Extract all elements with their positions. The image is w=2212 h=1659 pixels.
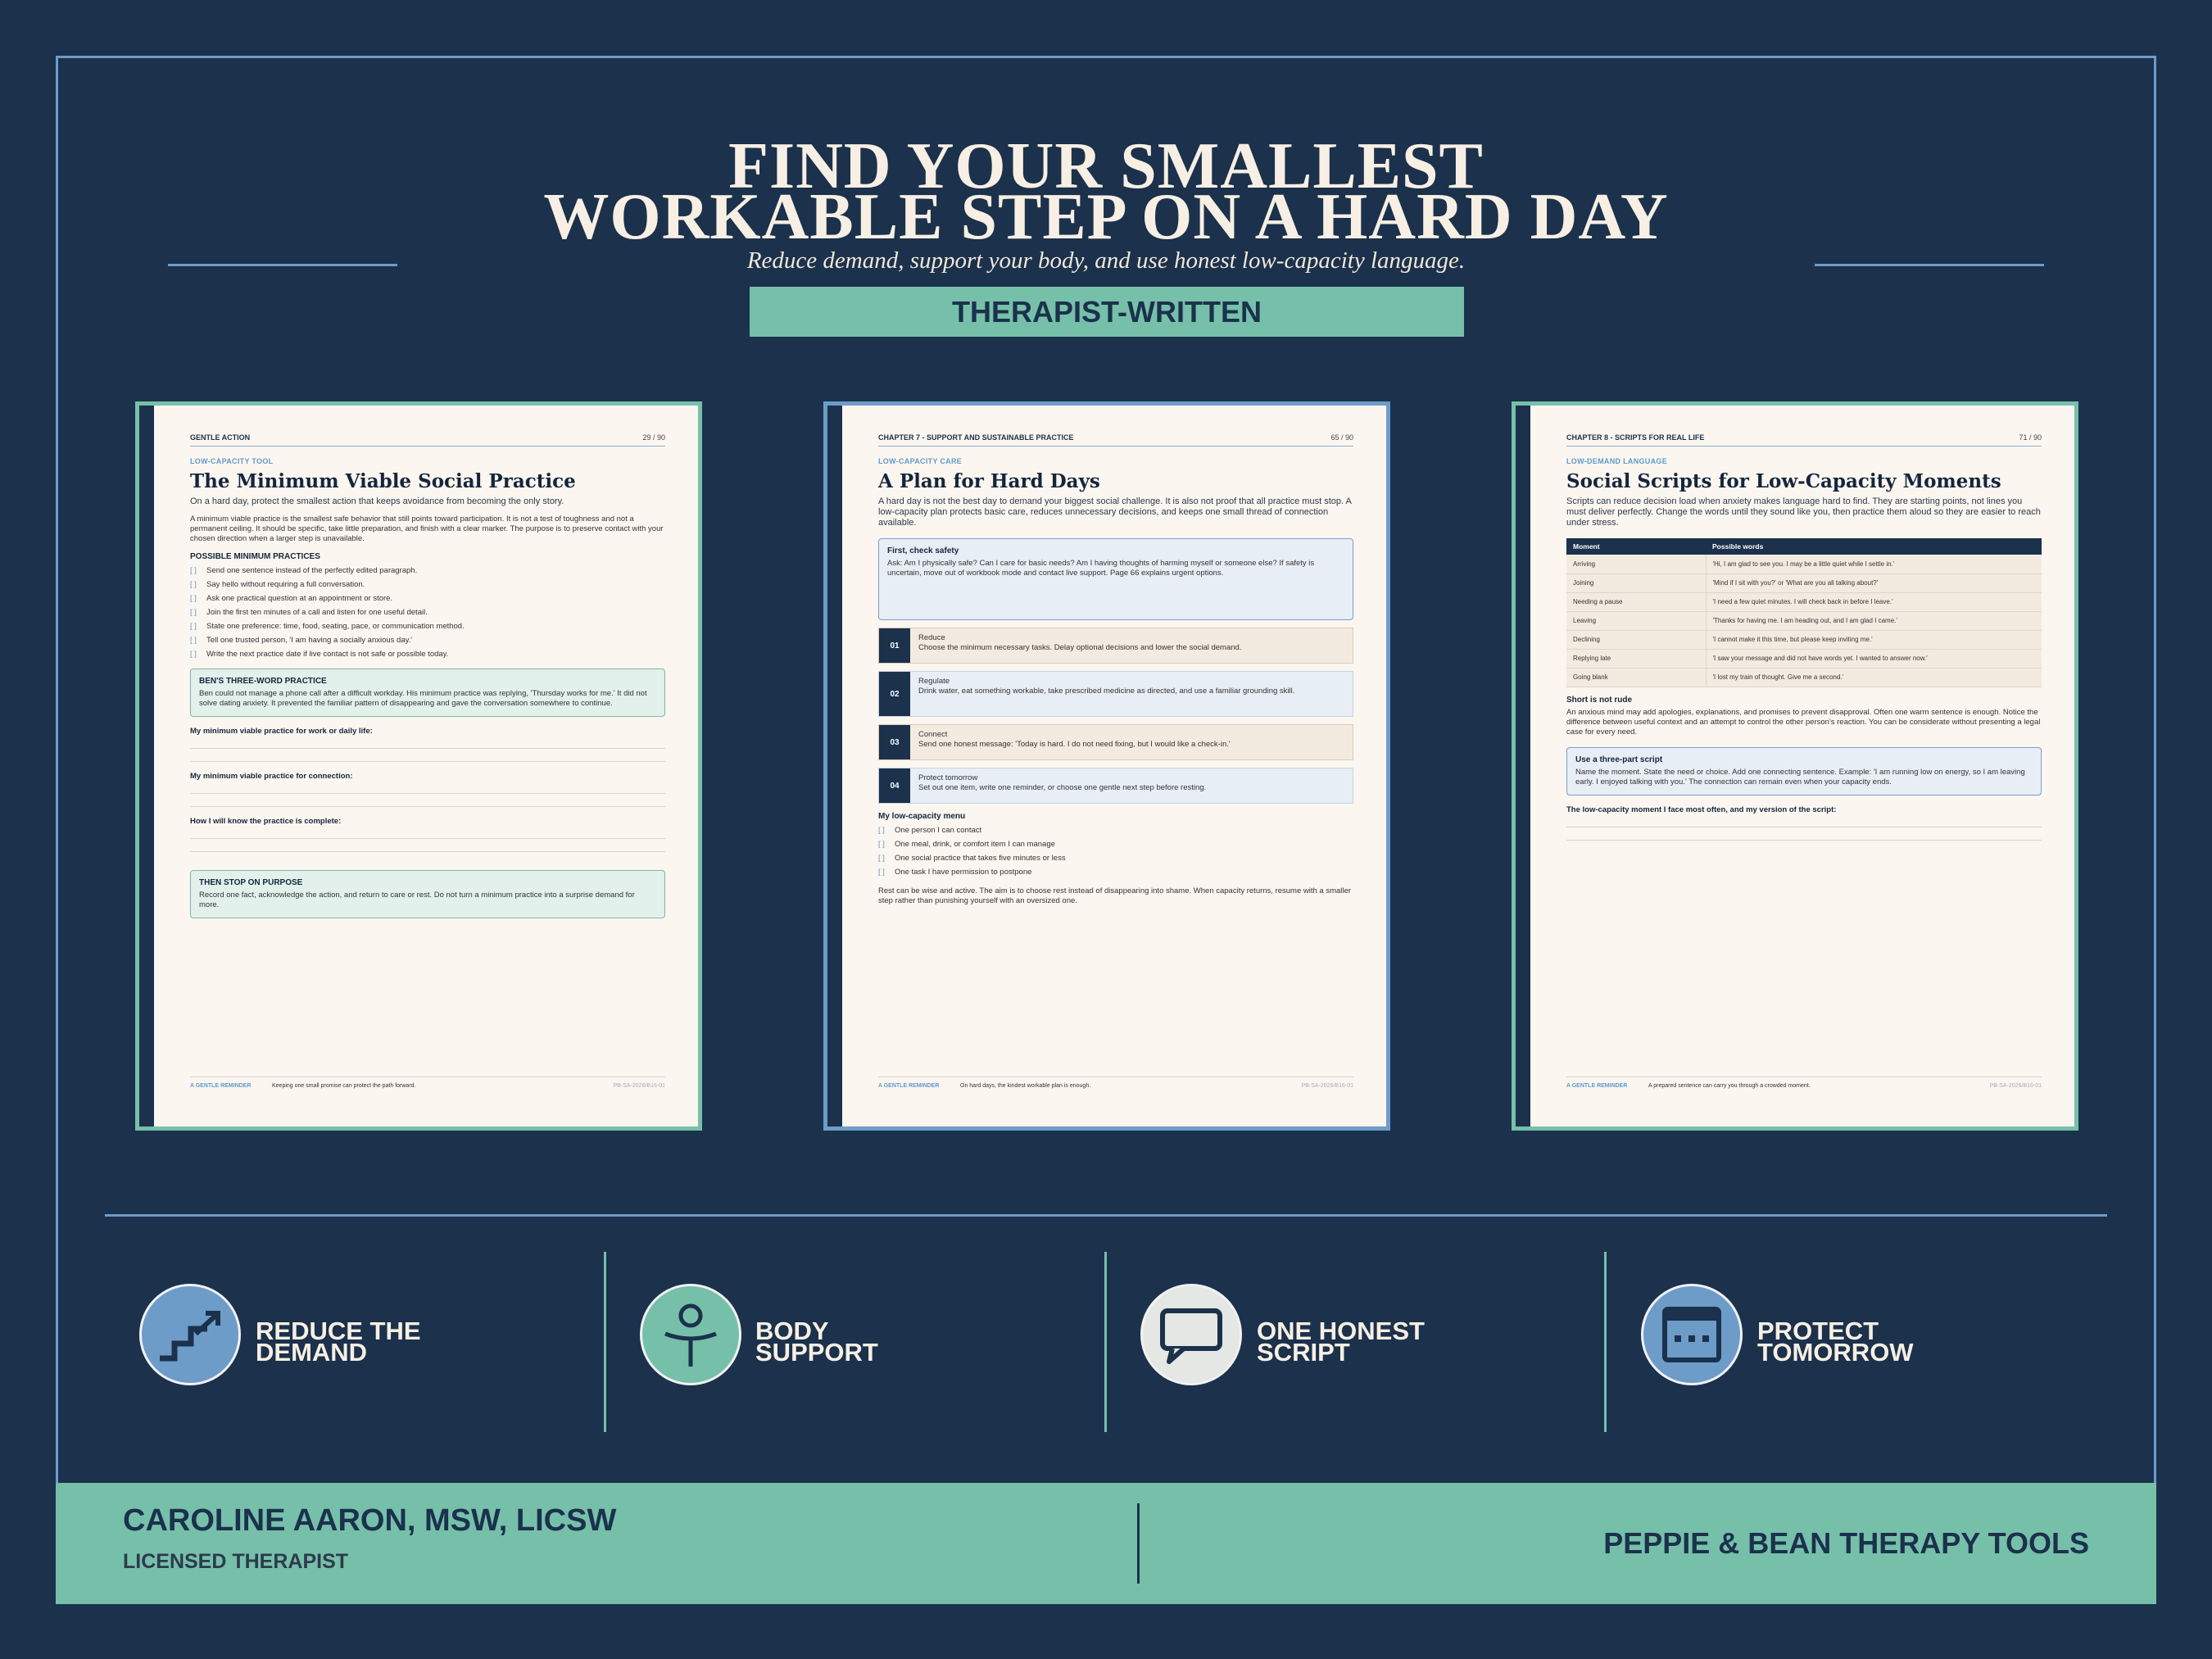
feature-label bbox=[755, 1317, 878, 1367]
feature-line: BODY bbox=[755, 1317, 829, 1345]
write-line bbox=[190, 794, 665, 807]
menu-item bbox=[878, 840, 1353, 849]
note-title: THEN STOP ON PURPOSE bbox=[199, 878, 303, 887]
page-number: 65 / 90 bbox=[1330, 433, 1353, 442]
headline-line-1: FIND YOUR SMALLEST bbox=[728, 130, 1484, 202]
person-icon bbox=[640, 1284, 741, 1385]
feature-separator bbox=[1104, 1252, 1107, 1432]
script-note bbox=[1566, 747, 2042, 796]
checkbox-mark: [ ] bbox=[190, 622, 197, 631]
scripts-table bbox=[1566, 538, 2042, 687]
page-number: 71 / 90 bbox=[2019, 433, 2042, 442]
footer-kicker: A GENTLE REMINDER bbox=[190, 1083, 252, 1089]
checklist-text: Write the next practice date if live contact is not safe or possible today. bbox=[206, 650, 449, 659]
table-row bbox=[1566, 573, 2042, 592]
checklist-item bbox=[190, 636, 665, 645]
page-sheet bbox=[154, 406, 698, 1126]
feature-label bbox=[1257, 1317, 1425, 1367]
feature-label bbox=[1757, 1317, 1914, 1367]
table-cell: Leaving bbox=[1566, 611, 1706, 630]
checkbox-mark: [ ] bbox=[190, 594, 197, 603]
table-cell: Replying late bbox=[1566, 649, 1706, 668]
page-spine bbox=[1516, 406, 1530, 1126]
table-cell: 'I need a few quiet minutes. I will check back in before I leave.' bbox=[1706, 592, 2042, 611]
table-row bbox=[1566, 630, 2042, 649]
page-title: The Minimum Viable Social Practice bbox=[190, 470, 576, 492]
page-footer bbox=[190, 1077, 665, 1089]
step-title: Protect tomorrow bbox=[918, 773, 978, 782]
note-title: BEN'S THREE-WORD PRACTICE bbox=[199, 677, 327, 686]
step-title: Regulate bbox=[918, 677, 950, 686]
table-cell: 'I saw your message and did not have words yet. I wanted to answer now.' bbox=[1706, 649, 2042, 668]
footer-code: PB-SA-2026/B16-01 bbox=[613, 1083, 665, 1089]
table-cell: Joining bbox=[1566, 573, 1706, 592]
running-head bbox=[1566, 433, 2042, 446]
footer-kicker: A GENTLE REMINDER bbox=[878, 1083, 940, 1089]
worksheet-field-label: My minimum viable practice for connection: bbox=[190, 772, 353, 781]
note-body: Record one fact, acknowledge the action, and return to care or rest. Do not turn a minimum practice into a surprise demand for more. bbox=[199, 891, 635, 909]
feature-line: ONE HONEST bbox=[1257, 1317, 1425, 1345]
calendar-icon bbox=[1641, 1284, 1743, 1385]
step-text: Choose the minimum necessary tasks. Delay optional decisions and lower the social demand. bbox=[918, 643, 1242, 652]
page-footer bbox=[878, 1077, 1353, 1089]
menu-item-text: One meal, drink, or comfort item I can manage bbox=[895, 840, 1055, 849]
checklist-text: Say hello without requiring a full conversation. bbox=[206, 580, 365, 589]
footer-text: Keeping one small promise can protect the path forward. bbox=[272, 1083, 416, 1089]
checkbox-mark: [ ] bbox=[190, 650, 197, 659]
checkbox-mark: [ ] bbox=[190, 580, 197, 589]
page-kicker: LOW-DEMAND LANGUAGE bbox=[1566, 457, 1668, 465]
write-line bbox=[190, 781, 665, 794]
checkbox-mark: [ ] bbox=[190, 566, 197, 575]
author-name: CAROLINE AARON, MSW, LICSW bbox=[123, 1503, 617, 1538]
write-line bbox=[1566, 814, 2042, 827]
write-line bbox=[1566, 827, 2042, 841]
running-head-text: CHAPTER 7 - SUPPORT AND SUSTAINABLE PRACTICE bbox=[878, 433, 1074, 442]
table-row bbox=[1566, 649, 2042, 668]
section-heading: Short is not rude bbox=[1566, 695, 1632, 705]
checklist-item bbox=[190, 594, 665, 603]
page-sheet bbox=[842, 406, 1386, 1126]
page-lead: On a hard day, protect the smallest action that keeps avoidance from becoming the only story. bbox=[190, 496, 564, 506]
checkbox-mark: [ ] bbox=[190, 608, 197, 617]
footer-code: PB-SA-2026/B16-01 bbox=[1301, 1083, 1353, 1089]
note-body: Ben could not manage a phone call after a difficult workday. His minimum practice was replying, 'Thursday works for me.' It did not solve dating anxiety. It prevented the familiar pattern of disappearing and gave the conversation somewhere to continue. bbox=[199, 689, 647, 708]
menu-item bbox=[878, 854, 1353, 863]
footer-text: A prepared sentence can carry you through a crowded moment. bbox=[1648, 1083, 1811, 1089]
step-title: Connect bbox=[918, 730, 948, 739]
step-text: Set out one item, write one reminder, or choose one gentle next step before resting. bbox=[918, 783, 1207, 792]
page-preview-1 bbox=[135, 401, 702, 1131]
checklist-item bbox=[190, 566, 665, 575]
menu-item bbox=[878, 826, 1353, 835]
stop-note bbox=[190, 870, 665, 918]
table-row bbox=[1566, 555, 2042, 573]
plan-step bbox=[878, 768, 1353, 804]
page-kicker: LOW-CAPACITY TOOL bbox=[190, 457, 274, 465]
feature-line: REDUCE THE bbox=[256, 1317, 421, 1345]
footer-kicker: A GENTLE REMINDER bbox=[1566, 1083, 1628, 1089]
table-cell: 'I cannot make it this time, but please keep inviting me.' bbox=[1706, 630, 2042, 649]
feature-line: PROTECT bbox=[1757, 1317, 1879, 1345]
stairs-arrow-icon bbox=[139, 1284, 241, 1385]
page-preview-3 bbox=[1512, 401, 2078, 1131]
section-divider bbox=[105, 1214, 2107, 1217]
table-cell: 'Hi, I am glad to see you. I may be a little quiet while I settle in.' bbox=[1706, 555, 2042, 573]
feature-line: DEMAND bbox=[256, 1338, 368, 1367]
running-head bbox=[190, 433, 665, 446]
page-lead: Scripts can reduce decision load when anxiety makes language hard to find. They are starting points, not lines you must deliver perfectly. Change the words until they sound like you, then practice them aloud so they are easier to reach under stress. bbox=[1566, 496, 2041, 528]
page-spine bbox=[827, 406, 842, 1126]
table-row bbox=[1566, 668, 2042, 687]
page-footer bbox=[1566, 1077, 2042, 1089]
plan-step bbox=[878, 628, 1353, 664]
feature-line: TOMORROW bbox=[1757, 1338, 1914, 1367]
table-cell: 'I lost my train of thought. Give me a second.' bbox=[1706, 668, 2042, 687]
feature-separator bbox=[1604, 1252, 1607, 1432]
checklist-item bbox=[190, 622, 665, 631]
page-lead: A hard day is not the best day to demand your biggest social challenge. It is also not proof that all practice must stop. A low-capacity plan protects basic care, reduces unnecessary decisions, and keeps one small thread of connection available. bbox=[878, 496, 1352, 528]
step-title: Reduce bbox=[918, 633, 945, 642]
step-number: 02 bbox=[879, 672, 910, 716]
note-title: Use a three-part script bbox=[1575, 755, 1663, 764]
page-number: 29 / 90 bbox=[642, 433, 665, 442]
safety-note bbox=[878, 538, 1353, 620]
page-preview-2 bbox=[823, 401, 1390, 1131]
note-body: Ask: Am I physically safe? Can I care for basic needs? Am I having thoughts of harming myself or someone else? If safety is uncertain, move out of workbook mode and contact live support. Page 66 explains urgent options. bbox=[887, 559, 1315, 578]
page-title: A Plan for Hard Days bbox=[878, 470, 1100, 492]
therapist-written-badge: THERAPIST-WRITTEN bbox=[750, 287, 1464, 337]
footer-code: PB-SA-2026/B16-01 bbox=[1989, 1083, 2042, 1089]
feature-separator bbox=[604, 1252, 606, 1432]
worksheet-field-label: How I will know the practice is complete: bbox=[190, 817, 342, 826]
table-cell: Arriving bbox=[1566, 555, 1706, 573]
checklist-text: State one preference: time, food, seating, pace, or communication method. bbox=[206, 622, 465, 631]
checklist-text: Tell one trusted person, 'I am having a socially anxious day.' bbox=[206, 636, 413, 645]
step-number: 04 bbox=[879, 768, 910, 803]
note-title: First, check safety bbox=[887, 546, 959, 555]
checklist-item bbox=[190, 608, 665, 617]
checkbox-mark: [ ] bbox=[878, 868, 885, 877]
worksheet-field-label: My minimum viable practice for work or daily life: bbox=[190, 727, 373, 736]
closing-paragraph: Rest can be wise and active. The aim is to choose rest instead of disappearing into shame. When capacity returns, resume with a smaller step rather than punishing yourself with an oversized one. bbox=[878, 886, 1351, 905]
feature-line: SCRIPT bbox=[1257, 1338, 1350, 1367]
table-cell: 'Thanks for having me. I am heading out, and I am glad I came.' bbox=[1706, 611, 2042, 630]
headline-line-2: WORKABLE STEP ON A HARD DAY bbox=[543, 181, 1669, 253]
page-spine bbox=[139, 406, 154, 1126]
checklist-item bbox=[190, 650, 665, 659]
menu-item-text: One social practice that takes five minutes or less bbox=[895, 854, 1066, 863]
brand-name: PEPPIE & BEAN THERAPY TOOLS bbox=[1603, 1526, 2089, 1560]
table-row bbox=[1566, 611, 2042, 630]
checklist-text: Ask one practical question at an appointment or store. bbox=[206, 594, 393, 603]
step-number: 01 bbox=[879, 628, 910, 663]
step-number: 03 bbox=[879, 725, 910, 759]
running-head-text: GENTLE ACTION bbox=[190, 433, 251, 442]
table-cell: Needing a pause bbox=[1566, 592, 1706, 611]
running-head bbox=[878, 433, 1353, 446]
speech-bubble-icon bbox=[1140, 1284, 1242, 1385]
example-note bbox=[190, 669, 665, 717]
checklist-text: Send one sentence instead of the perfectly edited paragraph. bbox=[206, 566, 418, 575]
worksheet-field-label: The low-capacity moment I face most often, and my version of the script: bbox=[1566, 805, 1837, 814]
page-sheet bbox=[1530, 406, 2074, 1126]
checkbox-mark: [ ] bbox=[878, 854, 885, 863]
footer-text: On hard days, the kindest workable plan is enough. bbox=[960, 1083, 1091, 1089]
menu-heading: My low-capacity menu bbox=[878, 812, 966, 821]
page-kicker: LOW-CAPACITY CARE bbox=[878, 457, 963, 465]
write-line bbox=[190, 839, 665, 852]
subtitle: Reduce demand, support your body, and use honest low-capacity language. bbox=[746, 247, 1466, 274]
menu-item-text: One person I can contact bbox=[895, 826, 982, 835]
plan-step bbox=[878, 671, 1353, 717]
write-line bbox=[190, 749, 665, 762]
table-header: Moment bbox=[1566, 538, 1706, 555]
checklist-item bbox=[190, 580, 665, 589]
step-text: Drink water, eat something workable, take prescribed medicine as directed, and use a familiar grounding skill. bbox=[918, 687, 1295, 696]
plan-step bbox=[878, 724, 1353, 760]
step-text: Send one honest message: 'Today is hard. I do not need fixing, but I would like a check-in.' bbox=[918, 740, 1231, 749]
table-header: Possible words bbox=[1706, 538, 2042, 555]
page-body: A minimum viable practice is the smallest safe behavior that still points toward participation. It is not a test of toughness and not a permanent ceiling. It should be specific, take little preparation, and finish with a clear marker. The purpose is to preserve contact with your chosen direction when a larger step is unavailable. bbox=[190, 514, 664, 543]
section-body: An anxious mind may add apologies, explanations, and promises to prevent disapproval. Often one warm sentence is enough. Notice the difference between useful context and an attempt to control the other person's reaction. You can be considerate without presenting a legal case for every need. bbox=[1566, 707, 2041, 737]
table-cell: 'Mind if I sit with you?' or 'What are you all talking about?' bbox=[1706, 573, 2042, 592]
write-line bbox=[190, 826, 665, 839]
note-body: Name the moment. State the need or choice. Add one connecting sentence. Example: 'I am running low on energy, so I am leaving early. I enjoyed talking with you.' The connection can remain even when your capacity ends. bbox=[1575, 767, 2025, 786]
feature-label bbox=[256, 1317, 421, 1367]
menu-item-text: One task I have permission to postpone bbox=[895, 868, 1032, 877]
checkbox-mark: [ ] bbox=[878, 840, 885, 849]
feature-line: SUPPORT bbox=[755, 1338, 878, 1367]
table-cell: Declining bbox=[1566, 630, 1706, 649]
write-line bbox=[190, 736, 665, 749]
checkbox-mark: [ ] bbox=[190, 636, 197, 645]
checklist-text: Join the first ten minutes of a call and listen for one useful detail. bbox=[206, 608, 428, 617]
table-cell: Going blank bbox=[1566, 668, 1706, 687]
checkbox-mark: [ ] bbox=[878, 826, 885, 835]
running-head-text: CHAPTER 8 - SCRIPTS FOR REAL LIFE bbox=[1566, 433, 1705, 442]
page-title: Social Scripts for Low-Capacity Moments bbox=[1566, 470, 2001, 492]
footer-separator bbox=[1137, 1503, 1140, 1584]
author-credential: LICENSED THERAPIST bbox=[123, 1550, 349, 1573]
table-row bbox=[1566, 592, 2042, 611]
menu-item bbox=[878, 868, 1353, 877]
section-heading: POSSIBLE MINIMUM PRACTICES bbox=[190, 552, 320, 561]
